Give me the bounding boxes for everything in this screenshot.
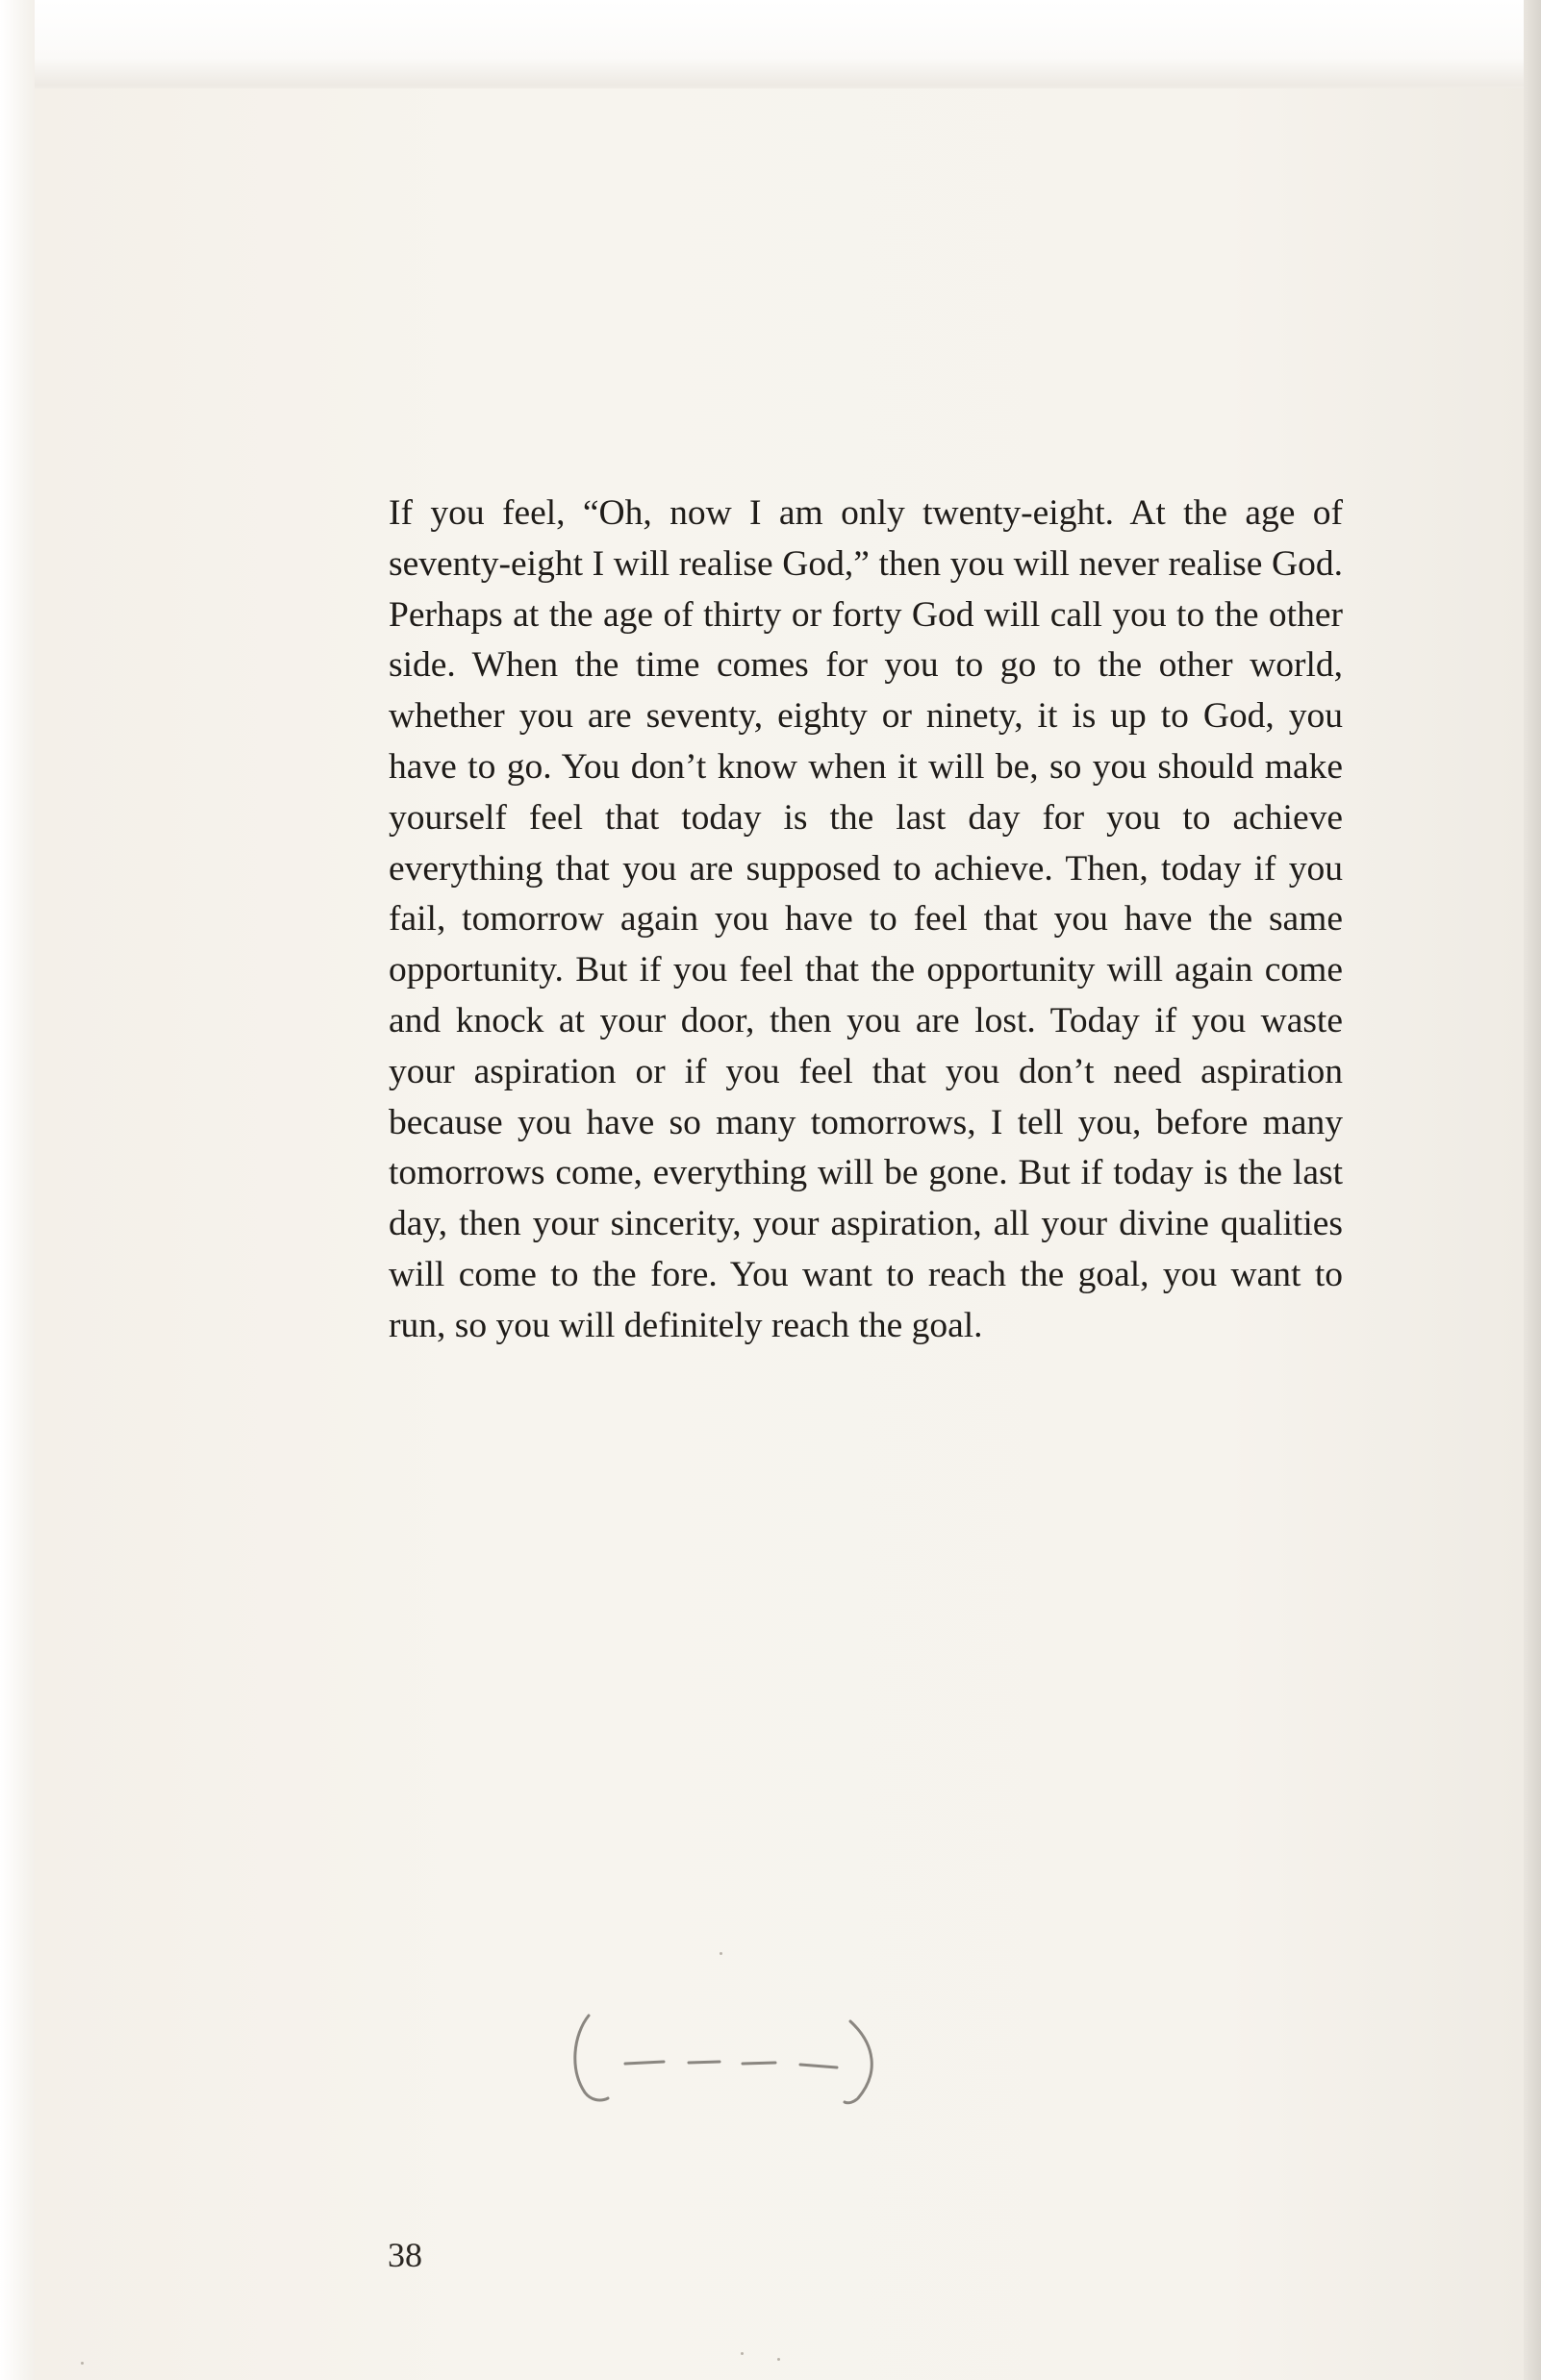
scan-top-edge (0, 0, 1541, 92)
pencil-bracket-icon (569, 2010, 901, 2106)
paper-speck (81, 2362, 84, 2365)
page-number: 38 (388, 2236, 422, 2274)
paper-speck (741, 2352, 744, 2355)
paper-speck (777, 2358, 780, 2361)
scan-left-edge (0, 0, 35, 2380)
scan-right-edge (1524, 0, 1541, 2380)
body-paragraph: If you feel, “Oh, now I am only twenty-eight. At the age of seventy-eight I will realise God,” then you will never realise God. Perhaps at the age of thirty or forty God will call you to the other side. When the time comes for you to go to the other world, whether you are seventy, eighty or ninety, it is up to God, you have to go. You don’t know when it will be, so you should make yourself feel that today is the last day for you to achieve everything that you are supposed to achieve. Then, today if you fail, tomorrow again you have to feel that you have the same opportunity. But if you feel that the opportunity will again come and knock at your door, then you are lost. Today if you waste your aspiration or if you feel that you don’t need aspiration because you have so many tomorrows, I tell you, before many tomorrows come, everything will be gone. But if today is the last day, then your sincerity, your aspiration, all your divine qualities will come to the fore. You want to reach the goal, you want to run, so you will definitely reach the goal. (389, 493, 1343, 1345)
paper-speck (720, 1952, 722, 1955)
